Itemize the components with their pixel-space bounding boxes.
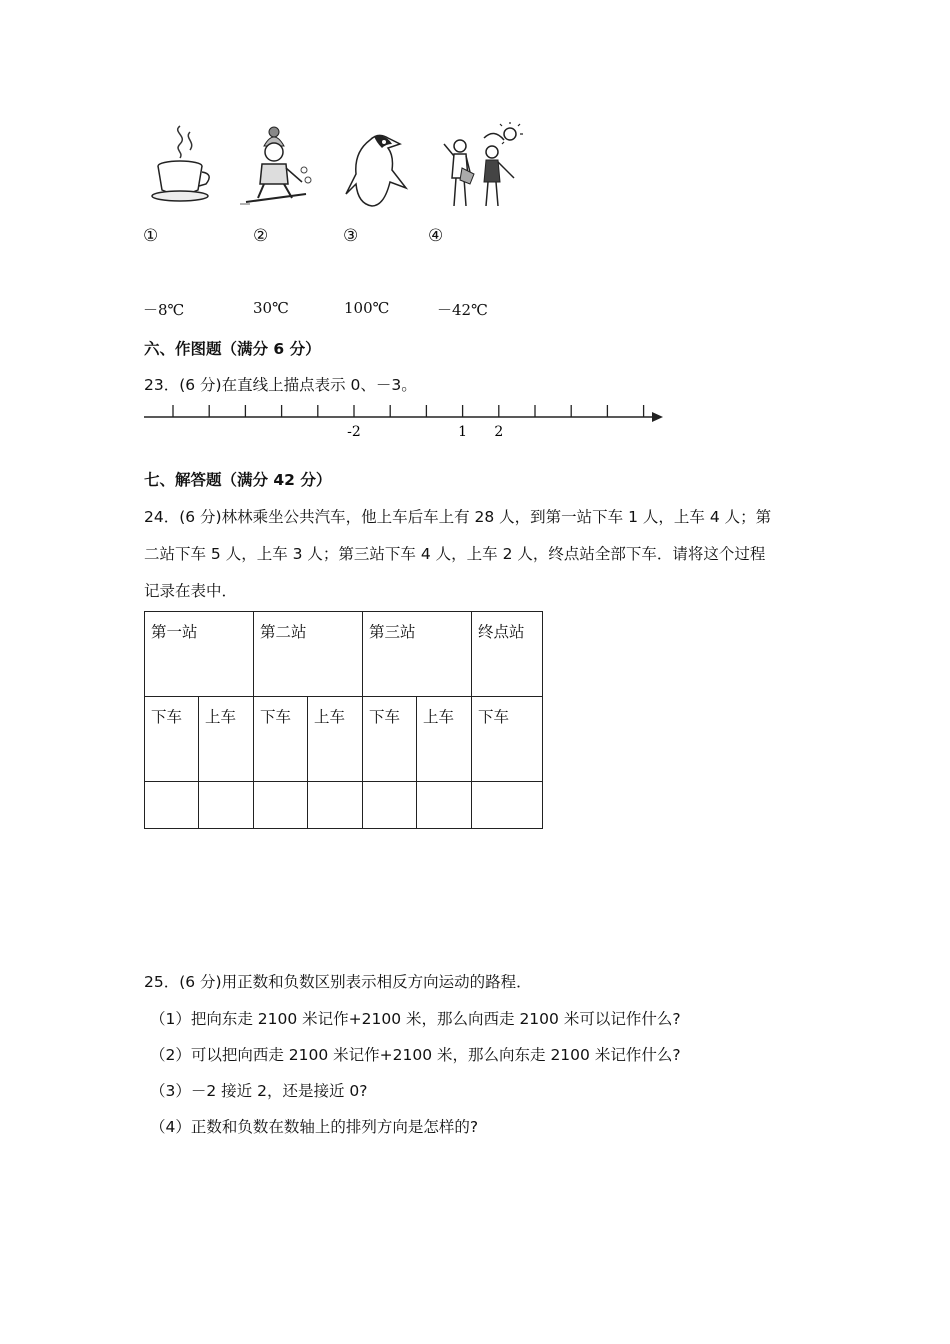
- answer-cell[interactable]: [308, 782, 363, 829]
- picture-marker: ③: [343, 226, 359, 246]
- temperature-label: －8℃: [143, 301, 185, 319]
- child-skiing-icon: [238, 122, 314, 212]
- action-header: 下车: [363, 697, 417, 782]
- answer-cell[interactable]: [145, 782, 199, 829]
- action-header: 上车: [199, 697, 254, 782]
- station-header: 第三站: [363, 612, 472, 697]
- station-header: 第一站: [145, 612, 254, 697]
- number-line-label: 2: [494, 424, 504, 440]
- picture-marker: ②: [253, 226, 269, 246]
- section-seven-heading: 七、解答题（满分 42 分）: [144, 471, 332, 489]
- answer-cell[interactable]: [254, 782, 308, 829]
- question-25-part: （2）可以把向西走 2100 米记作+2100 米，那么向东走 2100 米记作什么?: [150, 1046, 681, 1064]
- section-six-heading: 六、作图题（满分 6 分）: [144, 340, 321, 358]
- action-header: 下车: [472, 697, 543, 782]
- station-header: 终点站: [472, 612, 543, 697]
- question-24-line: 24．(6 分)林林乘坐公共汽车，他上车后车上有 28 人，到第一站下车 1 人，上车 4 人；第: [144, 508, 772, 526]
- picture-marker: ①: [143, 226, 159, 246]
- record-table: [144, 611, 543, 829]
- temperature-label: 30℃: [253, 299, 289, 317]
- action-header: 上车: [308, 697, 363, 782]
- picture-marker: ④: [428, 226, 444, 246]
- station-header: 第二站: [254, 612, 363, 697]
- question-24-line: 二站下车 5 人，上车 3 人；第三站下车 4 人，上车 2 人，终点站全部下车．请将这个过程: [144, 545, 766, 563]
- question-23: 23．(6 分)在直线上描点表示 0、－3。: [144, 376, 417, 394]
- temperature-label: 100℃: [344, 299, 390, 317]
- answer-cell[interactable]: [472, 782, 543, 829]
- question-25: 25．(6 分)用正数和负数区别表示相反方向运动的路程．: [144, 973, 532, 991]
- answer-cell[interactable]: [363, 782, 417, 829]
- question-25-part: （3）－2 接近 2，还是接近 0?: [150, 1082, 368, 1100]
- penguin-icon: [342, 122, 412, 212]
- question-25-part: （1）把向东走 2100 米记作+2100 米，那么向西走 2100 米可以记作什么?: [150, 1010, 681, 1028]
- answer-cell[interactable]: [199, 782, 254, 829]
- temperature-label: －42℃: [437, 301, 488, 319]
- number-line-label: 1: [458, 424, 468, 440]
- question-25-part: （4）正数和负数在数轴上的排列方向是怎样的?: [150, 1118, 479, 1136]
- number-line: [140, 398, 670, 446]
- question-24-line: 记录在表中．: [144, 582, 238, 600]
- hot-coffee-cup-icon: [150, 122, 214, 212]
- summer-children-icon: [440, 122, 524, 214]
- action-header: 下车: [254, 697, 308, 782]
- answer-cell[interactable]: [417, 782, 472, 829]
- action-header: 下车: [145, 697, 199, 782]
- number-line-label: -2: [347, 424, 361, 440]
- action-header: 上车: [417, 697, 472, 782]
- number-line-arrow: [652, 412, 663, 422]
